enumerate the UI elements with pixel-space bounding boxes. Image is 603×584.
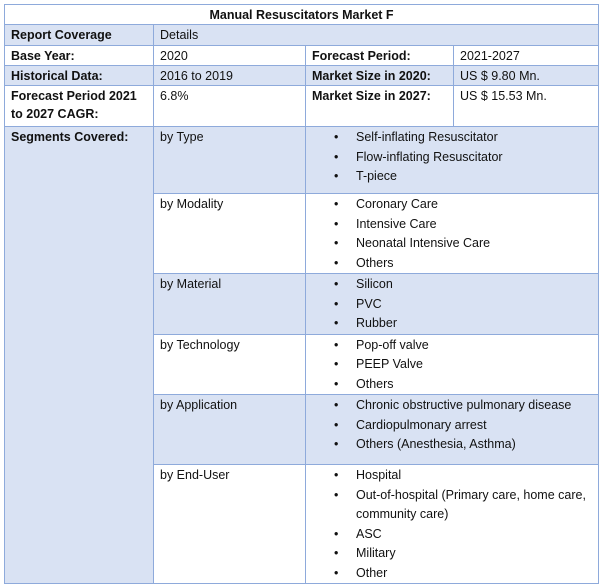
segment-items	[306, 465, 599, 584]
header-report-coverage: Report Coverage	[5, 25, 154, 46]
list-item: • Self-inflating Resuscitator	[356, 128, 592, 148]
segment-row	[5, 127, 599, 194]
segment-name: by Technology	[154, 334, 306, 395]
segment-item-list	[312, 396, 592, 455]
list-item: • Other	[356, 564, 592, 584]
header-details: Details	[154, 25, 599, 46]
segments-covered-label: Segments Covered:	[5, 127, 154, 584]
segment-item-list	[312, 128, 592, 187]
segment-items	[306, 194, 599, 274]
list-item: • Flow-inflating Resuscitator	[356, 148, 592, 168]
segment-name: by Modality	[154, 194, 306, 274]
list-item: • Military	[356, 544, 592, 564]
table-row	[5, 46, 599, 66]
segment-name: by Material	[154, 274, 306, 335]
table-row	[5, 66, 599, 86]
list-item: • Silicon	[356, 275, 592, 295]
list-item: • Others	[356, 254, 592, 274]
list-item: • Cardiopulmonary arrest	[356, 416, 592, 436]
list-item: • PEEP Valve	[356, 355, 592, 375]
row-value: 2016 to 2019	[154, 66, 306, 86]
segment-name: by Type	[154, 127, 306, 194]
list-item: • Others	[356, 375, 592, 395]
list-item: • Chronic obstructive pulmonary disease	[356, 396, 592, 416]
segment-items	[306, 127, 599, 194]
list-item: • Coronary Care	[356, 195, 592, 215]
row-value: 2021-2027	[454, 46, 599, 66]
segment-items	[306, 395, 599, 465]
list-item: • T-piece	[356, 167, 592, 187]
list-item: • Intensive Care	[356, 215, 592, 235]
list-item: • Neonatal Intensive Care	[356, 234, 592, 254]
segment-item-list	[312, 275, 592, 334]
row-label: Forecast Period:	[306, 46, 454, 66]
list-item: • Out-of-hospital (Primary care, home care, community care)	[356, 486, 592, 525]
row-label: Forecast Period 2021 to 2027 CAGR:	[5, 86, 154, 127]
segment-name: by Application	[154, 395, 306, 465]
table-title: Manual Resuscitators Market F	[5, 5, 599, 25]
row-value: 2020	[154, 46, 306, 66]
list-item: • PVC	[356, 295, 592, 315]
row-label: Base Year:	[5, 46, 154, 66]
row-label: Market Size in 2020:	[306, 66, 454, 86]
segment-item-list	[312, 336, 592, 395]
list-item: • Rubber	[356, 314, 592, 334]
row-label: Market Size in 2027:	[306, 86, 454, 127]
segment-items	[306, 274, 599, 335]
segment-item-list	[312, 195, 592, 273]
market-report-table	[4, 4, 599, 584]
list-item: • ASC	[356, 525, 592, 545]
list-item: • Others (Anesthesia, Asthma)	[356, 435, 592, 455]
segment-name: by End-User	[154, 465, 306, 584]
row-value: 6.8%	[154, 86, 306, 127]
list-item: • Hospital	[356, 466, 592, 486]
table-row	[5, 86, 599, 127]
row-label: Historical Data:	[5, 66, 154, 86]
row-value: US $ 15.53 Mn.	[454, 86, 599, 127]
segment-items	[306, 334, 599, 395]
list-item: • Pop-off valve	[356, 336, 592, 356]
row-value: US $ 9.80 Mn.	[454, 66, 599, 86]
segment-item-list	[312, 466, 592, 583]
